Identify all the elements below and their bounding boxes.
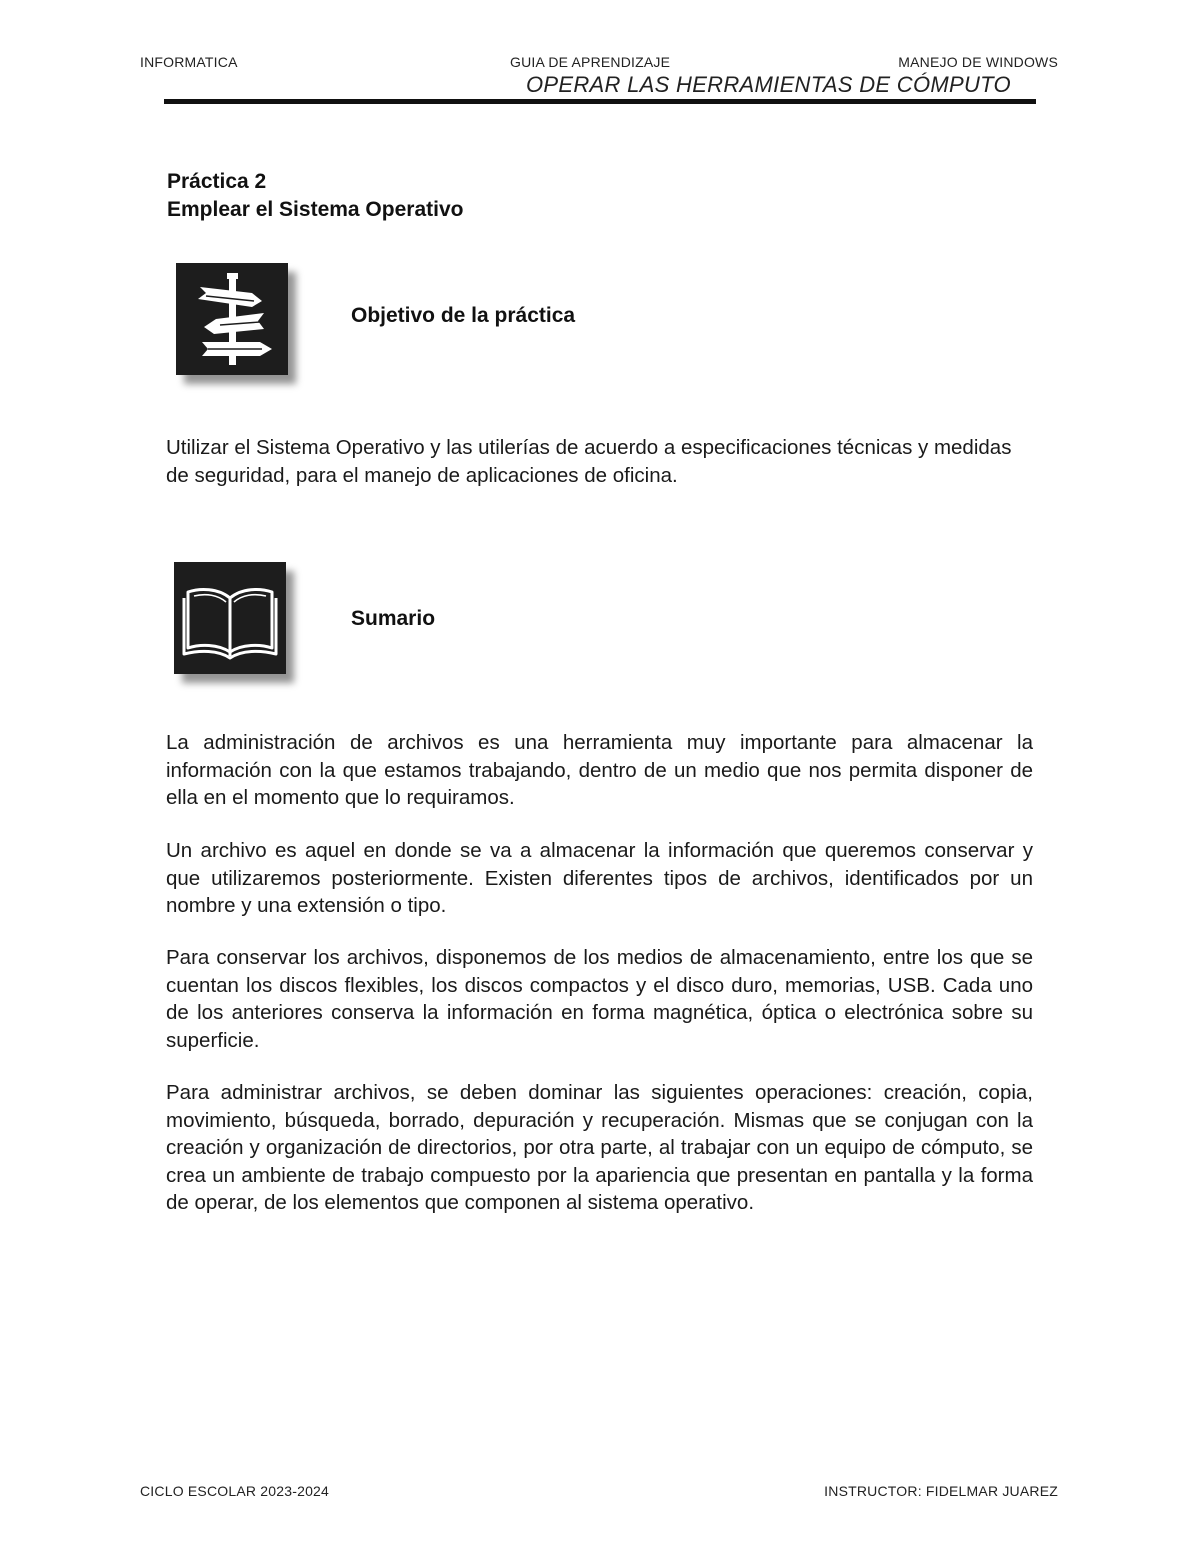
practice-number: Práctica 2 [167, 170, 267, 193]
summary-paragraph: La administración de archivos es una herramienta muy importante para almacenar la información con la que estamos trabajando, dentro de un medio que nos permita disponer de ella en el momento que lo requiramos. [166, 731, 1033, 809]
header-center-label: GUIA DE APRENDIZAJE [510, 54, 671, 70]
header-right-label: MANEJO DE WINDOWS [898, 54, 1058, 70]
signpost-icon [176, 263, 288, 375]
footer-school-year: CICLO ESCOLAR 2023-2024 [140, 1483, 330, 1499]
header-subtitle: OPERAR LAS HERRAMIENTAS DE CÓMPUTO [526, 72, 1011, 97]
practice-title: Emplear el Sistema Operativo [167, 198, 464, 221]
footer-instructor: INSTRUCTOR: FIDELMAR JUAREZ [824, 1483, 1058, 1499]
summary-paragraph: Para administrar archivos, se deben dominar las siguientes operaciones: creación, copia, movimiento, búsqueda, borrado, depuración y recuperación. Mismas que se conjugan con la creación y organización de directorios, por otra parte, al trabajar con un equipo de cómputo, se crea un ambiente de trabajo compuesto por la apariencia que presentan en pantalla y la forma de operar, de los elementos que componen al sistema operativo. [166, 1081, 1033, 1214]
objective-heading: Objetivo de la práctica [351, 304, 576, 327]
header-left-label: INFORMATICA [140, 54, 238, 70]
summary-paragraph: Para conservar los archivos, disponemos de los medios de almacenamiento, entre los que se cuentan los discos flexibles, los discos compactos y el disco duro, memorias, USB. Cada uno de los anteriores conserva la información en forma magnética, óptica o electrónica sobre su superficie. [166, 946, 1033, 1052]
header-divider [164, 99, 1036, 104]
objective-text: Utilizar el Sistema Operativo y las utilerías de acuerdo a especificaciones técnicas y medidas de seguridad, para el manejo de aplicaciones de oficina. [166, 436, 1012, 487]
summary-paragraph: Un archivo es aquel en donde se va a almacenar la información que queremos conservar y que utilizaremos posteriormente. Existen diferentes tipos de archivos, identificados por un nombre y una extensión o tipo. [166, 839, 1033, 917]
summary-heading: Sumario [351, 607, 436, 630]
book-icon [174, 562, 286, 674]
